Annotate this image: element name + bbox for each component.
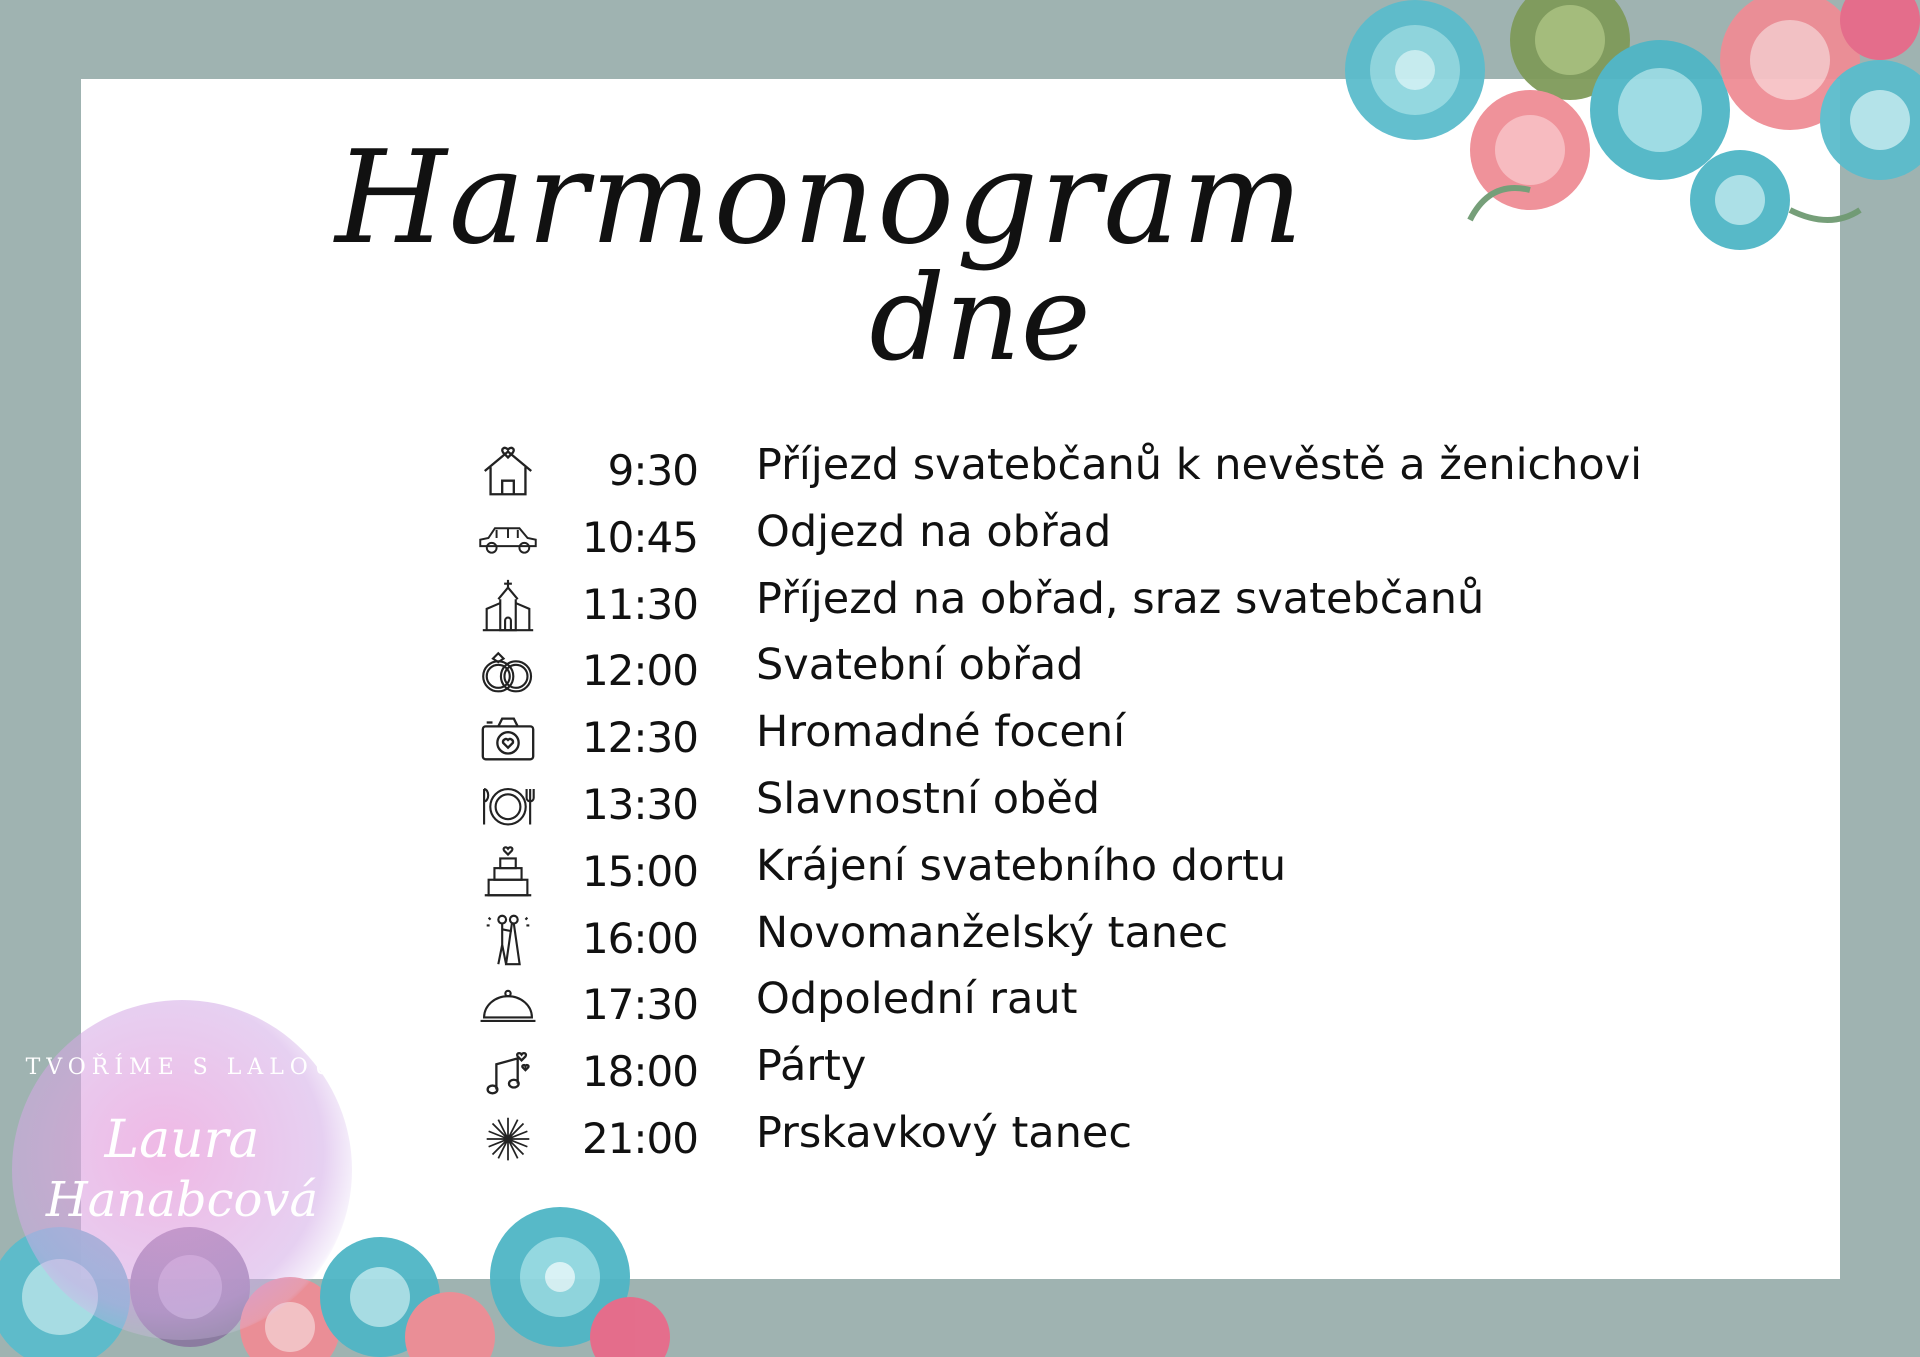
cloche-icon: [474, 976, 542, 1034]
schedule-list: [470, 438, 1643, 1173]
event-time: 12:30: [581, 713, 698, 763]
event-activity: Párty: [756, 1041, 867, 1092]
schedule-row: [470, 638, 1620, 705]
event-time: 12:00: [581, 646, 698, 696]
event-activity: Hromadné focení: [756, 707, 1126, 758]
rings-icon: [474, 642, 542, 700]
event-activity: Příjezd svatebčanů k nevěstě a ženichovi: [756, 440, 1643, 490]
house-heart-icon: [474, 442, 542, 500]
sparkler-icon: [474, 1110, 542, 1168]
dancing-couple-icon: [474, 910, 542, 968]
event-activity: Odpolední raut: [756, 974, 1078, 1025]
event-time: 13:30: [581, 779, 698, 829]
event-activity: Odjezd na obřad: [756, 506, 1112, 557]
page-title: [0, 124, 1920, 387]
event-activity: Příjezd na obřad, sraz svatebčanů: [756, 573, 1485, 624]
schedule-row: [470, 772, 1620, 839]
schedule-row: [470, 572, 1620, 639]
event-time: 11:30: [581, 579, 698, 629]
schedule-row: [470, 1106, 1620, 1173]
schedule-row: [470, 438, 1643, 505]
event-time: 17:30: [581, 980, 698, 1030]
schedule-row: [470, 972, 1620, 1039]
event-time: 15:00: [581, 846, 698, 896]
event-activity: Slavnostní oběd: [756, 773, 1101, 824]
camera-icon: [474, 709, 542, 767]
event-time: 18:00: [581, 1047, 698, 1097]
watermark-name-line1: Laura: [104, 1110, 260, 1170]
event-activity: Novomanželský tanec: [756, 907, 1229, 958]
watermark-name-line2: Hanabcová: [45, 1172, 319, 1228]
event-time: 21:00: [581, 1113, 698, 1163]
schedule-row: [470, 839, 1620, 906]
event-time: 16:00: [581, 913, 698, 963]
event-activity: Prskavkový tanec: [756, 1107, 1132, 1158]
schedule-row: [470, 505, 1620, 572]
plate-cutlery-icon: [474, 776, 542, 834]
watermark-seal: [12, 1000, 352, 1340]
title-line-1: Harmonogram: [335, 124, 1305, 273]
event-time: 9:30: [607, 446, 698, 495]
schedule-row: [470, 906, 1620, 973]
music-note-icon: [474, 1043, 542, 1101]
title-line-2: dne: [869, 249, 1091, 387]
watermark-top-text: TVOŘÍME S LALOU: [25, 1055, 339, 1080]
church-icon: [474, 576, 542, 634]
event-time: 10:45: [581, 512, 698, 562]
car-icon: [474, 509, 542, 567]
schedule-row: [470, 1039, 1620, 1106]
event-activity: Krájení svatebního dortu: [756, 840, 1287, 891]
event-activity: Svatební obřad: [756, 640, 1084, 691]
cake-icon: [474, 843, 542, 901]
schedule-row: [470, 705, 1620, 772]
